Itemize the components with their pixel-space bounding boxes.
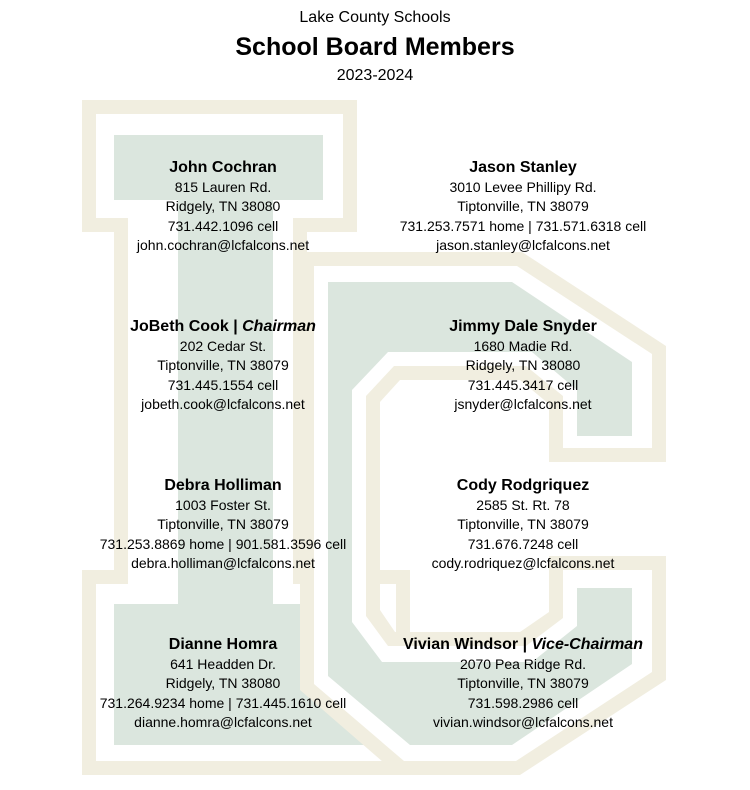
member-card (53, 316, 393, 414)
page-title: School Board Members (235, 33, 515, 61)
member-card (353, 475, 693, 573)
member-name-line (53, 316, 393, 337)
member-name-line (53, 634, 393, 655)
member-address: 2585 St. Rt. 78 (476, 497, 570, 513)
member-email[interactable]: jason.stanley@lcfalcons.net (436, 236, 610, 253)
member-email[interactable]: cody.rodriquez@lcfalcons.net (431, 554, 615, 571)
member-city: Ridgely, TN 38080 (165, 675, 281, 692)
member-city: Tiptonville, TN 38079 (457, 675, 589, 692)
member-card (53, 634, 393, 732)
member-city: Tiptonville, TN 38079 (457, 198, 589, 215)
member-city: Tiptonville, TN 38079 (157, 357, 289, 374)
member-card (353, 157, 693, 255)
member-address: 3010 Levee Phillipy Rd. (449, 179, 597, 195)
member-name: Jason Stanley (469, 159, 577, 176)
member-name: Debra Holliman (164, 477, 282, 494)
member-email[interactable]: dianne.homra@lcfalcons.net (134, 713, 312, 730)
member-name: John Cochran (169, 159, 277, 176)
member-address: 641 Headden Dr. (170, 656, 276, 672)
member-city: Tiptonville, TN 38079 (157, 516, 289, 533)
member-email[interactable]: john.cochran@lcfalcons.net (136, 236, 310, 253)
member-name: Cody Rodgriquez (456, 477, 590, 494)
member-phone: 731.598.2986 cell (467, 694, 579, 711)
member-card (53, 475, 393, 573)
member-city: Ridgely, TN 38080 (465, 357, 581, 374)
member-phone: 731.445.3417 cell (467, 376, 579, 393)
school-year: 2023-2024 (336, 67, 414, 84)
member-name-line (53, 475, 393, 496)
member-role-separator: | (228, 318, 243, 335)
member-address: 2070 Pea Ridge Rd. (459, 656, 587, 672)
member-email[interactable]: vivian.windsor@lcfalcons.net (433, 713, 613, 730)
member-email[interactable]: jobeth.cook@lcfalcons.net (141, 395, 305, 412)
member-phone: 731.676.7248 cell (467, 535, 579, 552)
member-name-line (353, 475, 693, 496)
member-address: 1003 Foster St. (175, 497, 271, 513)
member-name: Dianne Homra (168, 636, 278, 653)
member-phone: 731.264.9234 home | 731.445.1610 cell (99, 694, 347, 711)
member-name-line (353, 316, 693, 337)
member-card (353, 316, 693, 414)
member-role: Vice-Chairman (531, 636, 643, 653)
member-phone: 731.445.1554 cell (167, 376, 279, 393)
member-address: 202 Cedar St. (179, 338, 267, 354)
member-email[interactable]: jsnyder@lcfalcons.net (454, 395, 592, 412)
member-card (353, 634, 693, 732)
member-phone: 731.253.8869 home | 901.581.3596 cell (99, 535, 347, 552)
member-role-separator: | (518, 636, 532, 653)
member-email[interactable]: debra.holliman@lcfalcons.net (131, 554, 315, 571)
member-name: JoBeth Cook (130, 318, 229, 335)
organization-name: Lake County Schools (299, 9, 451, 26)
member-name: Vivian Windsor (403, 636, 519, 653)
member-address: 815 Lauren Rd. (174, 179, 272, 195)
member-card (53, 157, 393, 255)
member-name-line (53, 157, 393, 178)
member-role: Chairman (242, 318, 316, 335)
member-address: 1680 Madie Rd. (473, 338, 573, 354)
member-city: Ridgely, TN 38080 (165, 198, 281, 215)
member-name: Jimmy Dale Snyder (449, 318, 597, 335)
member-phone: 731.442.1096 cell (167, 217, 279, 234)
member-city: Tiptonville, TN 38079 (457, 516, 589, 533)
member-name-line (353, 634, 693, 655)
member-phone: 731.253.7571 home | 731.571.6318 cell (399, 217, 647, 234)
member-name-line (353, 157, 693, 178)
